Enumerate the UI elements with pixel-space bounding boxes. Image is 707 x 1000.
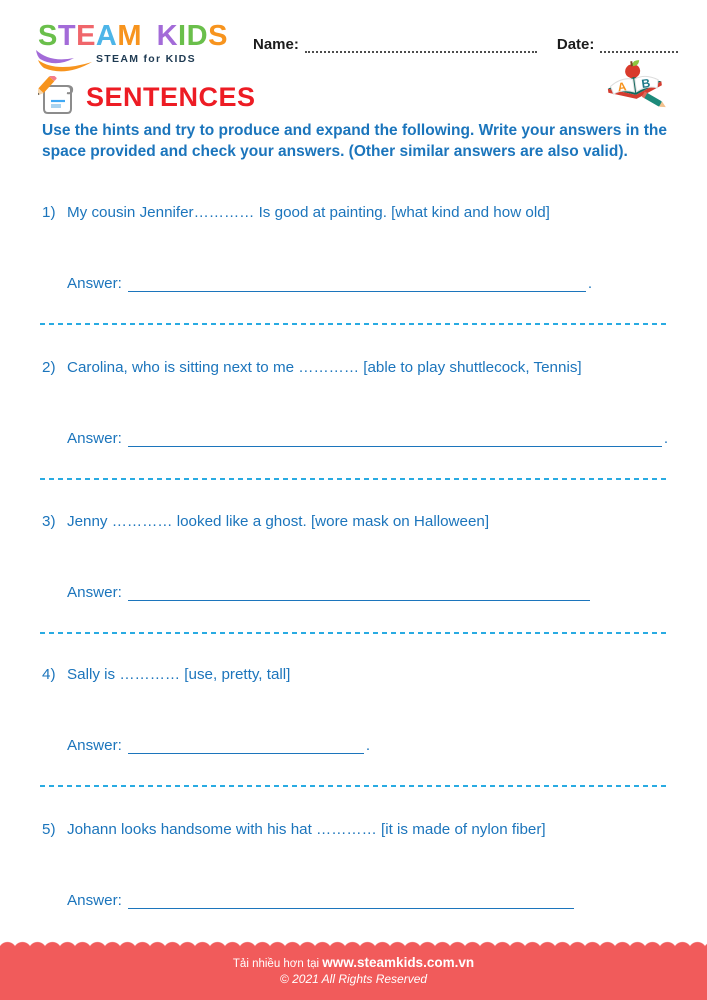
page-title: SENTENCES (86, 81, 256, 112)
name-label: Name: (253, 36, 299, 53)
footer-download-line (0, 950, 707, 970)
question-text: Johann looks handsome with his hat ………… [it is made of nylon fiber] (67, 821, 546, 838)
dashed-separator (40, 632, 670, 634)
answer-blank[interactable] (128, 276, 586, 292)
question-text: Jenny ………… looked like a ghost. [wore mask on Halloween] (67, 513, 490, 530)
answer-label: Answer: (67, 737, 122, 754)
question-text-row (42, 203, 670, 223)
question-number: 3) (42, 513, 56, 530)
question-block-2 (42, 358, 670, 480)
answer-row (67, 275, 670, 292)
answer-label: Answer: (67, 275, 122, 292)
footer-band (0, 950, 707, 1000)
question-text: My cousin Jennifer………… Is good at painting. [what kind and how old] (67, 204, 550, 221)
logo-wordmark: STEAM KIDS (38, 20, 228, 52)
question-block-3 (42, 512, 670, 634)
answer-suffix: . (587, 275, 593, 292)
question-text: Sally is ………… [use, pretty, tall] (67, 666, 291, 683)
question-text-row (42, 512, 670, 532)
answer-label: Answer: (67, 892, 122, 909)
answer-blank[interactable] (128, 431, 662, 447)
question-number: 2) (42, 359, 56, 376)
question-block-5 (42, 820, 670, 909)
question-block-1 (42, 203, 670, 325)
question-number: 1) (42, 204, 56, 221)
name-date-row (253, 36, 678, 53)
question-text-row (42, 820, 670, 840)
instructions-text: Use the hints and try to produce and expand the following. Write your answers in the space provided and check your answers. (Other similar answers are also valid). (42, 122, 667, 160)
title-row (38, 76, 256, 118)
logo-swoosh-icon (34, 49, 106, 75)
pencil-paper-icon (38, 76, 78, 118)
dashed-separator (40, 323, 670, 325)
date-label: Date: (556, 36, 595, 53)
name-blank[interactable] (305, 37, 537, 53)
footer-url[interactable]: www.steamkids.com.vn (322, 955, 475, 970)
ab-book-icon (604, 58, 666, 118)
dashed-separator (40, 785, 670, 787)
answer-row (67, 430, 670, 447)
answer-row (67, 892, 670, 909)
question-number: 5) (42, 821, 56, 838)
dashed-separator (40, 478, 670, 480)
question-block-4 (42, 665, 670, 787)
question-number: 4) (42, 666, 56, 683)
answer-label: Answer: (67, 584, 122, 601)
answer-label: Answer: (67, 430, 122, 447)
answer-blank[interactable] (128, 738, 364, 754)
question-text: Carolina, who is sitting next to me ………… [able to play shuttlecock, Tennis] (67, 359, 582, 376)
svg-text:B: B (640, 75, 652, 91)
answer-row (67, 737, 670, 754)
steam-kids-logo (38, 22, 228, 65)
answer-suffix: . (663, 430, 669, 447)
answer-blank[interactable] (128, 585, 590, 601)
logo-subtitle: STEAM for KIDS (96, 53, 196, 65)
question-text-row (42, 665, 670, 685)
svg-text:A: A (616, 79, 628, 95)
question-text-row (42, 358, 670, 378)
footer-copyright: © 2021 All Rights Reserved (279, 972, 428, 986)
answer-row (67, 584, 670, 601)
answer-blank[interactable] (128, 893, 574, 909)
footer-prefix: Tải nhiều hơn tại (232, 958, 323, 970)
date-blank[interactable] (600, 37, 678, 53)
answer-suffix: . (365, 737, 371, 754)
